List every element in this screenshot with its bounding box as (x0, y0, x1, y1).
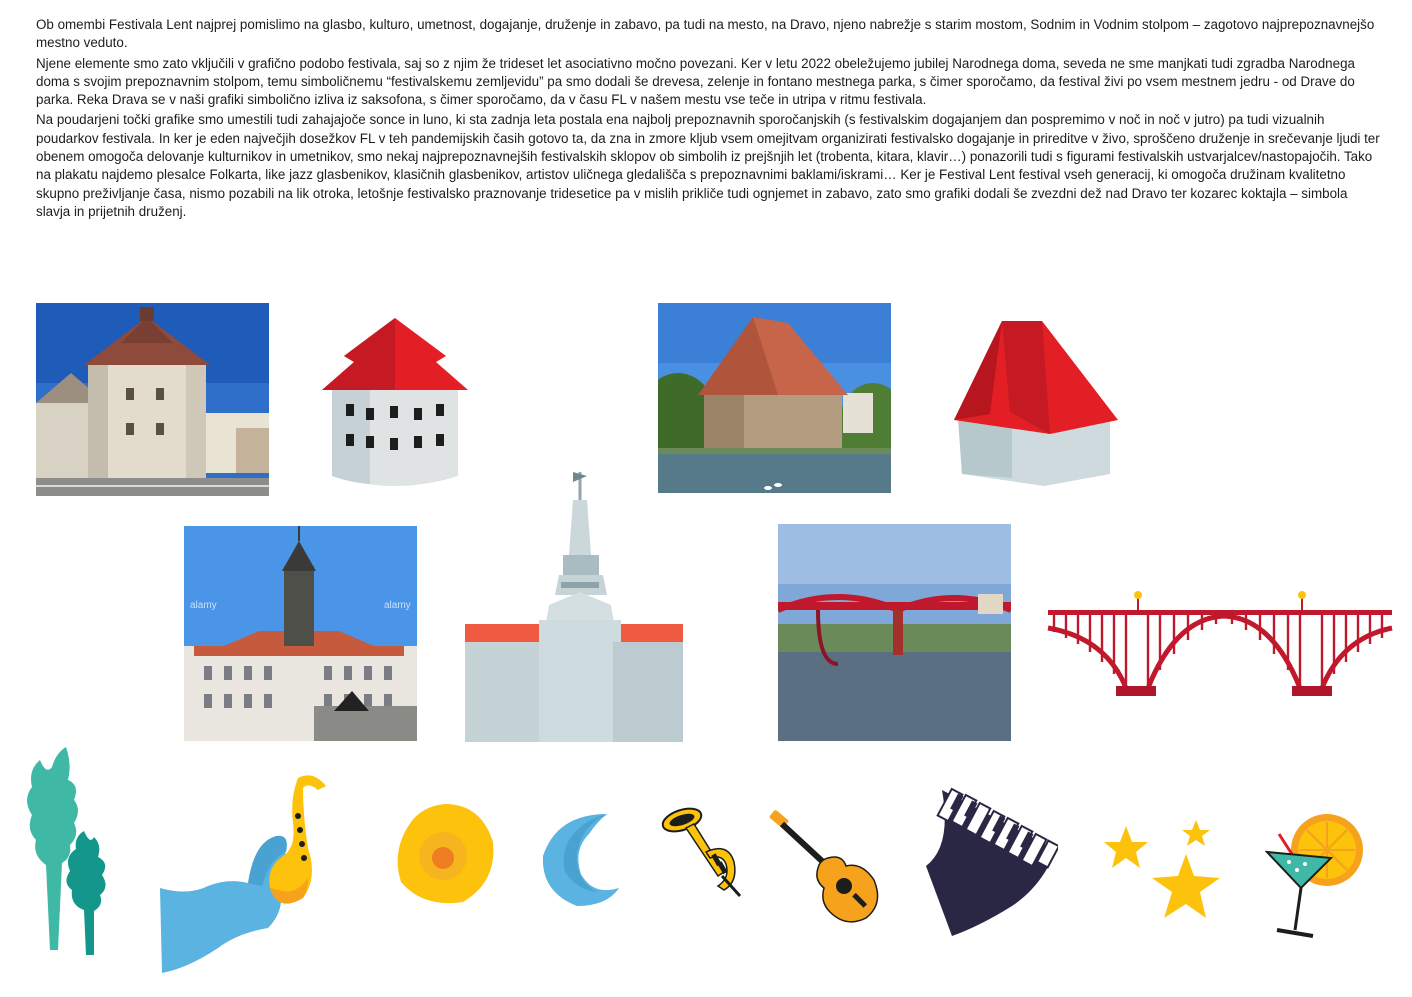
water-tower-photo (658, 303, 891, 493)
judicial-tower-photo (36, 303, 269, 496)
trumpet-icon (660, 806, 746, 898)
saxophone-river-icon (158, 768, 338, 978)
cocktail-icon (1265, 812, 1375, 942)
narodni-dom-photo (184, 526, 417, 741)
paragraph-1: Ob omembi Festivala Lent najprej pomislimo na glasbo, kulturo, umetnost, dogajanje, druženje in zabavo, pa tudi na mesto, na Dravo, njeno nabrežje s starim mostom, Sodnim in Vodnim stolpom – zagotovo najprepoznavnejšo mestno veduto. (36, 17, 1375, 51)
paragraph-2: Njene elemente smo zato vključili v grafično podobo festivala, saj so z njim že trideset let asociativno močno povezani. Ker v letu 2022 obeležujemo jubilej Narodnega doma, seveda ne sme manjkati tudi zgradba Narodnega doma s svojim prepoznavnim stolpom, temu simboličnemu “festivalskemu zemljevidu” pa smo dodali še drevesa, zelenje in fontano mestnega parka, s čimer sporočamo, da festival živi po vsem mestnem jedru - od Drave do parka. Reka Drava se v naši grafiki simbolično izliva iz saksofona, s čimer sporočamo, da v času FL v našem mestu vse teče in utripa v ritmu festivala. (36, 55, 1355, 108)
paragraph-3: Na poudarjeni točki grafike smo umestili tudi zahajajoče sonce in luno, ki sta zadnja leta postala ena najbolj prepoznavnih sporočanjskih (s festivalskim dogajanjem dan pospremimo v noč in noč v jutro) pa tudi vizualnih poudarkov festivala. In ker je eden največjih dosežkov FL v teh pandemijskih časih gotovo ta, da zna in zmore kljub vsem omejitvam organizirati festivalsko dogajanje in prireditve v živo, sproščeno druženje in srečevanje ljudi ter obenem omogoča delovanje kulturnikov in umetnikov, smo nekaj najprepoznavnejših festivalskih sklopov ob simbolih iz prejšnjih let (trobenta, kitara, klavir…) ponazorili tudi s figurami festivalskih ustvarjalcev/nastopajočih. Tako na plakatu najdemo plesalce Folkarta, like jazz glasbenikov, klasičnih glasbenikov, artistov uličnega gledališča s prepoznavnimi baklami/iskrami… Ker je Festival Lent festival vseh generacij, ki omogoča družinam kvalitetno skupno preživljanje časa, nismo pozabili na lik otroka, letošnje festivalsko praznovanje tridesetice pa v mislih prikliče tudi ognjemet in zabavo, zato smo grafiki dodali še zvezdni dež nad Dravo ter kozarec koktajla – simbola slavja in prijetnih druženj. (36, 112, 1380, 219)
sun-icon (393, 802, 497, 906)
narodni-dom-icon (463, 470, 685, 742)
judicial-tower-icon (318, 316, 472, 491)
guitar-icon (766, 808, 884, 926)
alamy-watermark-left: alamy (190, 600, 217, 611)
trees-icon (22, 745, 122, 960)
stars-icon (1102, 818, 1226, 934)
piano-icon (922, 786, 1058, 938)
old-bridge-icon (1046, 588, 1394, 698)
water-tower-icon (950, 318, 1120, 488)
moon-icon (537, 810, 621, 908)
old-bridge-photo (778, 524, 1011, 741)
alamy-watermark-right: alamy (384, 600, 411, 611)
description-text (36, 16, 1381, 223)
